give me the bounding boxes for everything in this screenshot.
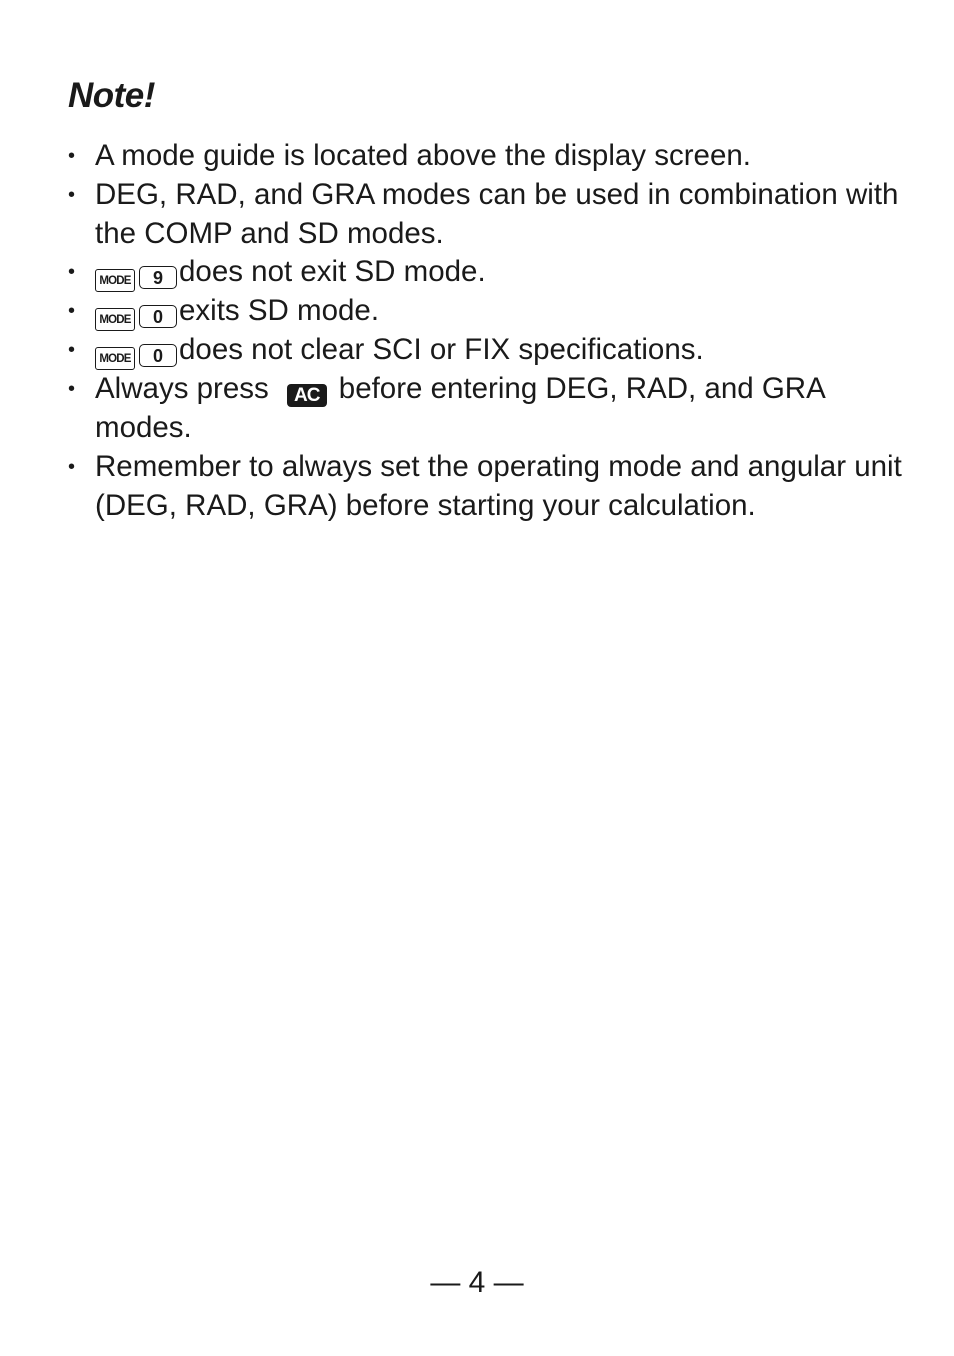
bullet: •: [68, 183, 76, 206]
mode-key-icon: MODE: [95, 269, 135, 292]
bullet: •: [68, 261, 76, 284]
list-item: [68, 253, 908, 292]
list-item: [68, 448, 908, 526]
bullet: •: [68, 378, 76, 401]
mode-key-icon: MODE: [95, 308, 135, 331]
list-item: [68, 292, 908, 331]
list-item: [68, 331, 908, 370]
note-text: does not exit SD mode.: [179, 255, 486, 289]
note-heading: Note!: [68, 76, 155, 115]
bullet: •: [68, 455, 76, 478]
note-text: before entering DEG, RAD, and GRA modes.: [95, 372, 825, 445]
note-text: does not clear SCI or FIX specifications.: [179, 333, 704, 367]
list-item: [68, 176, 908, 254]
note-text: Always press: [95, 372, 269, 406]
note-text: Remember to always set the operating mode and angular unit (DEG, RAD, GRA) before starting your calculation.: [95, 449, 902, 522]
ac-key-icon: AC: [287, 384, 327, 407]
zero-key-icon: 0: [139, 344, 177, 367]
page-number: — 4 —: [430, 1266, 524, 1299]
bullet: •: [68, 339, 76, 362]
nine-key-icon: 9: [139, 266, 177, 289]
note-text: DEG, RAD, and GRA modes can be used in combination with the COMP and SD modes.: [95, 177, 899, 250]
mode-key-icon: MODE: [95, 347, 135, 370]
list-item: [68, 137, 908, 176]
notes-list: [68, 137, 908, 526]
list-item: [68, 370, 908, 448]
bullet: •: [68, 300, 76, 323]
note-text: A mode guide is located above the display screen.: [95, 139, 751, 172]
zero-key-icon: 0: [139, 305, 177, 328]
note-text: exits SD mode.: [179, 294, 380, 328]
bullet: •: [68, 145, 76, 167]
